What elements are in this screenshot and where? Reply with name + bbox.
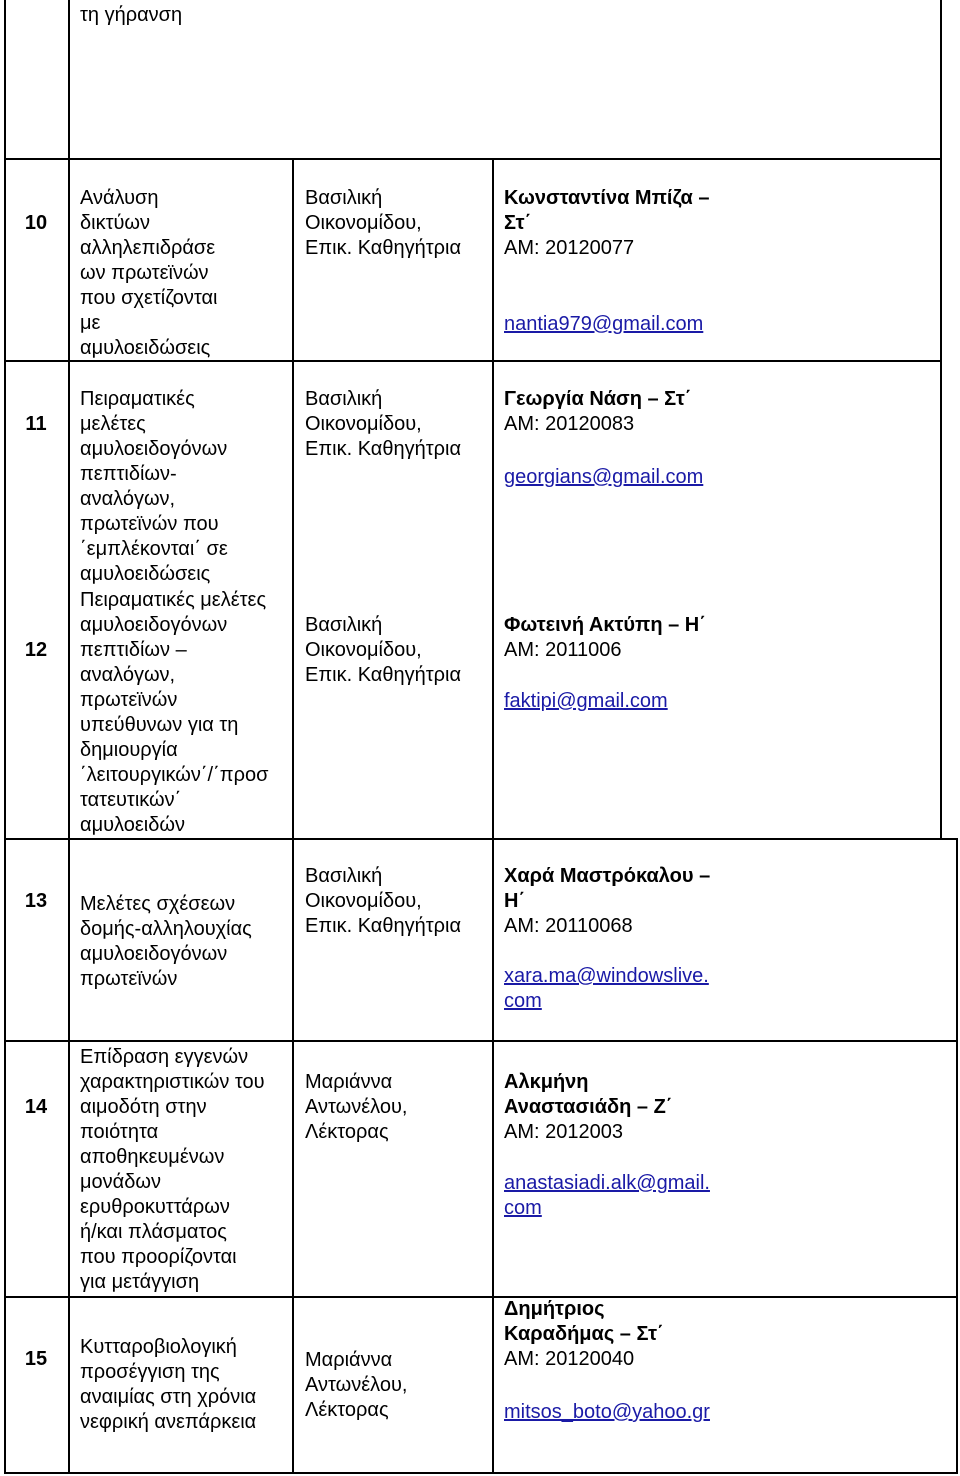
row-supervisor: Μαριάννα Αντωνέλου, Λέκτορας	[305, 1349, 408, 1421]
row-topic: Μελέτες σχέσεων δομής-αλληλουχίας αμυλοειδογόνων πρωτεϊνών	[80, 893, 252, 990]
row-student: Χαρά Μαστρόκαλου – Η΄ ΑΜ: 20110068	[504, 865, 711, 937]
grid-line	[4, 158, 942, 160]
grid-line	[940, 0, 942, 840]
row-student: Φωτεινή Ακτύπη – Η΄ ΑΜ: 2011006	[504, 614, 706, 661]
row-topic: Πειραματικές μελέτες αμυλοειδογόνων πεπτιδίων- αναλόγων, πρωτεϊνών που ΄εμπλέκονται΄ σε αμυλοειδώσεις	[80, 388, 228, 585]
student-email-link[interactable]: faktipi@gmail.com	[504, 690, 668, 712]
student-email-link[interactable]: nantia979@gmail.com	[504, 313, 704, 335]
student-email-link[interactable]: mitsos_boto@yahoo.gr	[504, 1401, 710, 1423]
row-number: 15	[24, 1348, 48, 1370]
row-topic: Κυτταροβιολογική προσέγγιση της αναιμίας στη χρόνια νεφρική ανεπάρκεια	[80, 1336, 257, 1433]
row-student: Δημήτριος Καραδήμας – Στ΄ ΑΜ: 20120040	[504, 1298, 664, 1370]
grid-line	[956, 838, 958, 1474]
row-topic: Ανάλυση δικτύων αλληλεπιδράσε ων πρωτεϊνών που σχετίζονται με αμυλοειδώσεις	[80, 187, 218, 359]
student-email-link[interactable]: anastasiadi.alk@gmail. com	[504, 1172, 710, 1219]
row-supervisor: Βασιλική Οικονομίδου, Επικ. Καθηγήτρια	[305, 388, 462, 460]
row-number: 11	[25, 413, 47, 435]
row-topic: Επίδραση εγγενών χαρακτηριστικών του αιμοδότη στην ποιότητα αποθηκευμένων μονάδων ερυθροκυττάρων ή/και πλάσματος που προορίζονται για μετάγγιση	[80, 1046, 265, 1293]
grid-line	[292, 160, 294, 1474]
grid-line	[4, 838, 958, 840]
row-number: 12	[24, 639, 48, 661]
row-student: Αλκμήνη Αναστασιάδη – Ζ΄ ΑΜ: 2012003	[504, 1071, 673, 1143]
row-number: 10	[24, 212, 48, 234]
row-supervisor: Βασιλική Οικονομίδου, Επικ. Καθηγήτρια	[305, 187, 462, 259]
row-supervisor: Μαριάννα Αντωνέλου, Λέκτορας	[305, 1071, 408, 1143]
row-number: 13	[24, 890, 48, 912]
student-email-link[interactable]: xara.ma@windowslive. com	[504, 965, 709, 1012]
grid-line	[68, 0, 70, 1474]
row-topic: Πειραματικές μελέτες αμυλοειδογόνων πεπτιδίων – αναλόγων, πρωτεϊνών υπεύθυνων για τη δημιουργία ΄λειτουργικών΄/΄προσ τατευτικών΄ αμυλοειδών	[80, 589, 269, 836]
row-supervisor: Βασιλική Οικονομίδου, Επικ. Καθηγήτρια	[305, 865, 462, 937]
grid-line	[4, 1040, 958, 1042]
header-topic: τη γήρανση	[80, 4, 183, 26]
grid-line	[4, 1472, 958, 1474]
row-supervisor: Βασιλική Οικονομίδου, Επικ. Καθηγήτρια	[305, 614, 462, 686]
student-email-link[interactable]: georgians@gmail.com	[504, 466, 704, 488]
grid-line	[492, 160, 494, 1474]
row-student: Κωνσταντίνα Μπίζα – Στ΄ ΑΜ: 20120077	[504, 187, 710, 259]
grid-line	[4, 1296, 958, 1298]
row-student: Γεωργία Νάση – Στ΄ ΑΜ: 20120083	[504, 388, 692, 435]
row-number: 14	[24, 1096, 48, 1118]
